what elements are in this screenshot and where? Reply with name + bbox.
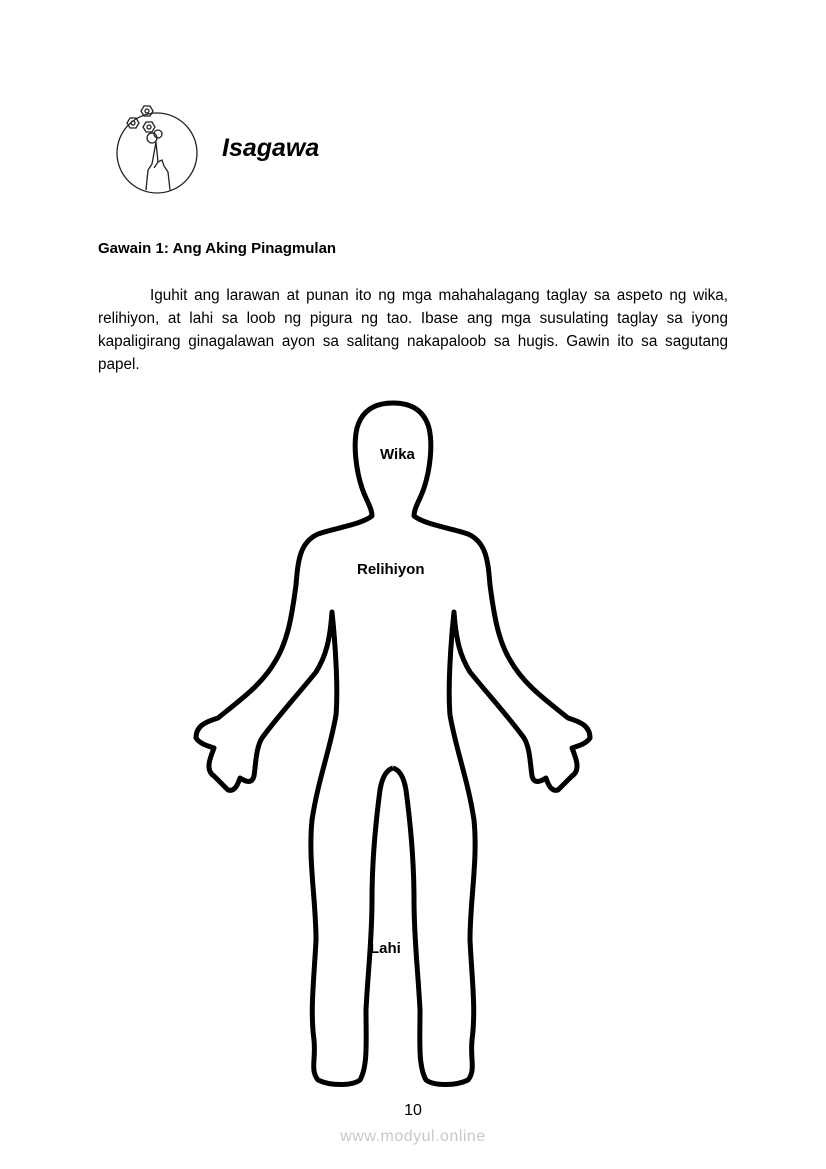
label-wika: Wika — [380, 446, 415, 463]
activity-heading: Gawain 1: Ang Aking Pinagmulan — [98, 240, 337, 257]
section-title: Isagawa — [222, 134, 320, 162]
instructions-paragraph: Iguhit ang larawan at punan ito ng mga mahahalagang taglay sa aspeto ng wika, relihiyon, at lahi sa loob ng pigura ng tao. Ibase ang mga susulating taglay sa iyong kapaligirang ginagalawan ayon sa salitang nakapaloob sa hugis. Gawin ito sa sagutang papel. — [98, 287, 728, 373]
body-right-half — [393, 403, 590, 1085]
label-relihiyon: Relihiyon — [357, 561, 425, 578]
watermark: www.modyul.online — [340, 1128, 486, 1145]
page-number: 10 — [404, 1102, 422, 1119]
body-left-half — [196, 403, 393, 1085]
label-lahi: Lahi — [370, 940, 401, 957]
